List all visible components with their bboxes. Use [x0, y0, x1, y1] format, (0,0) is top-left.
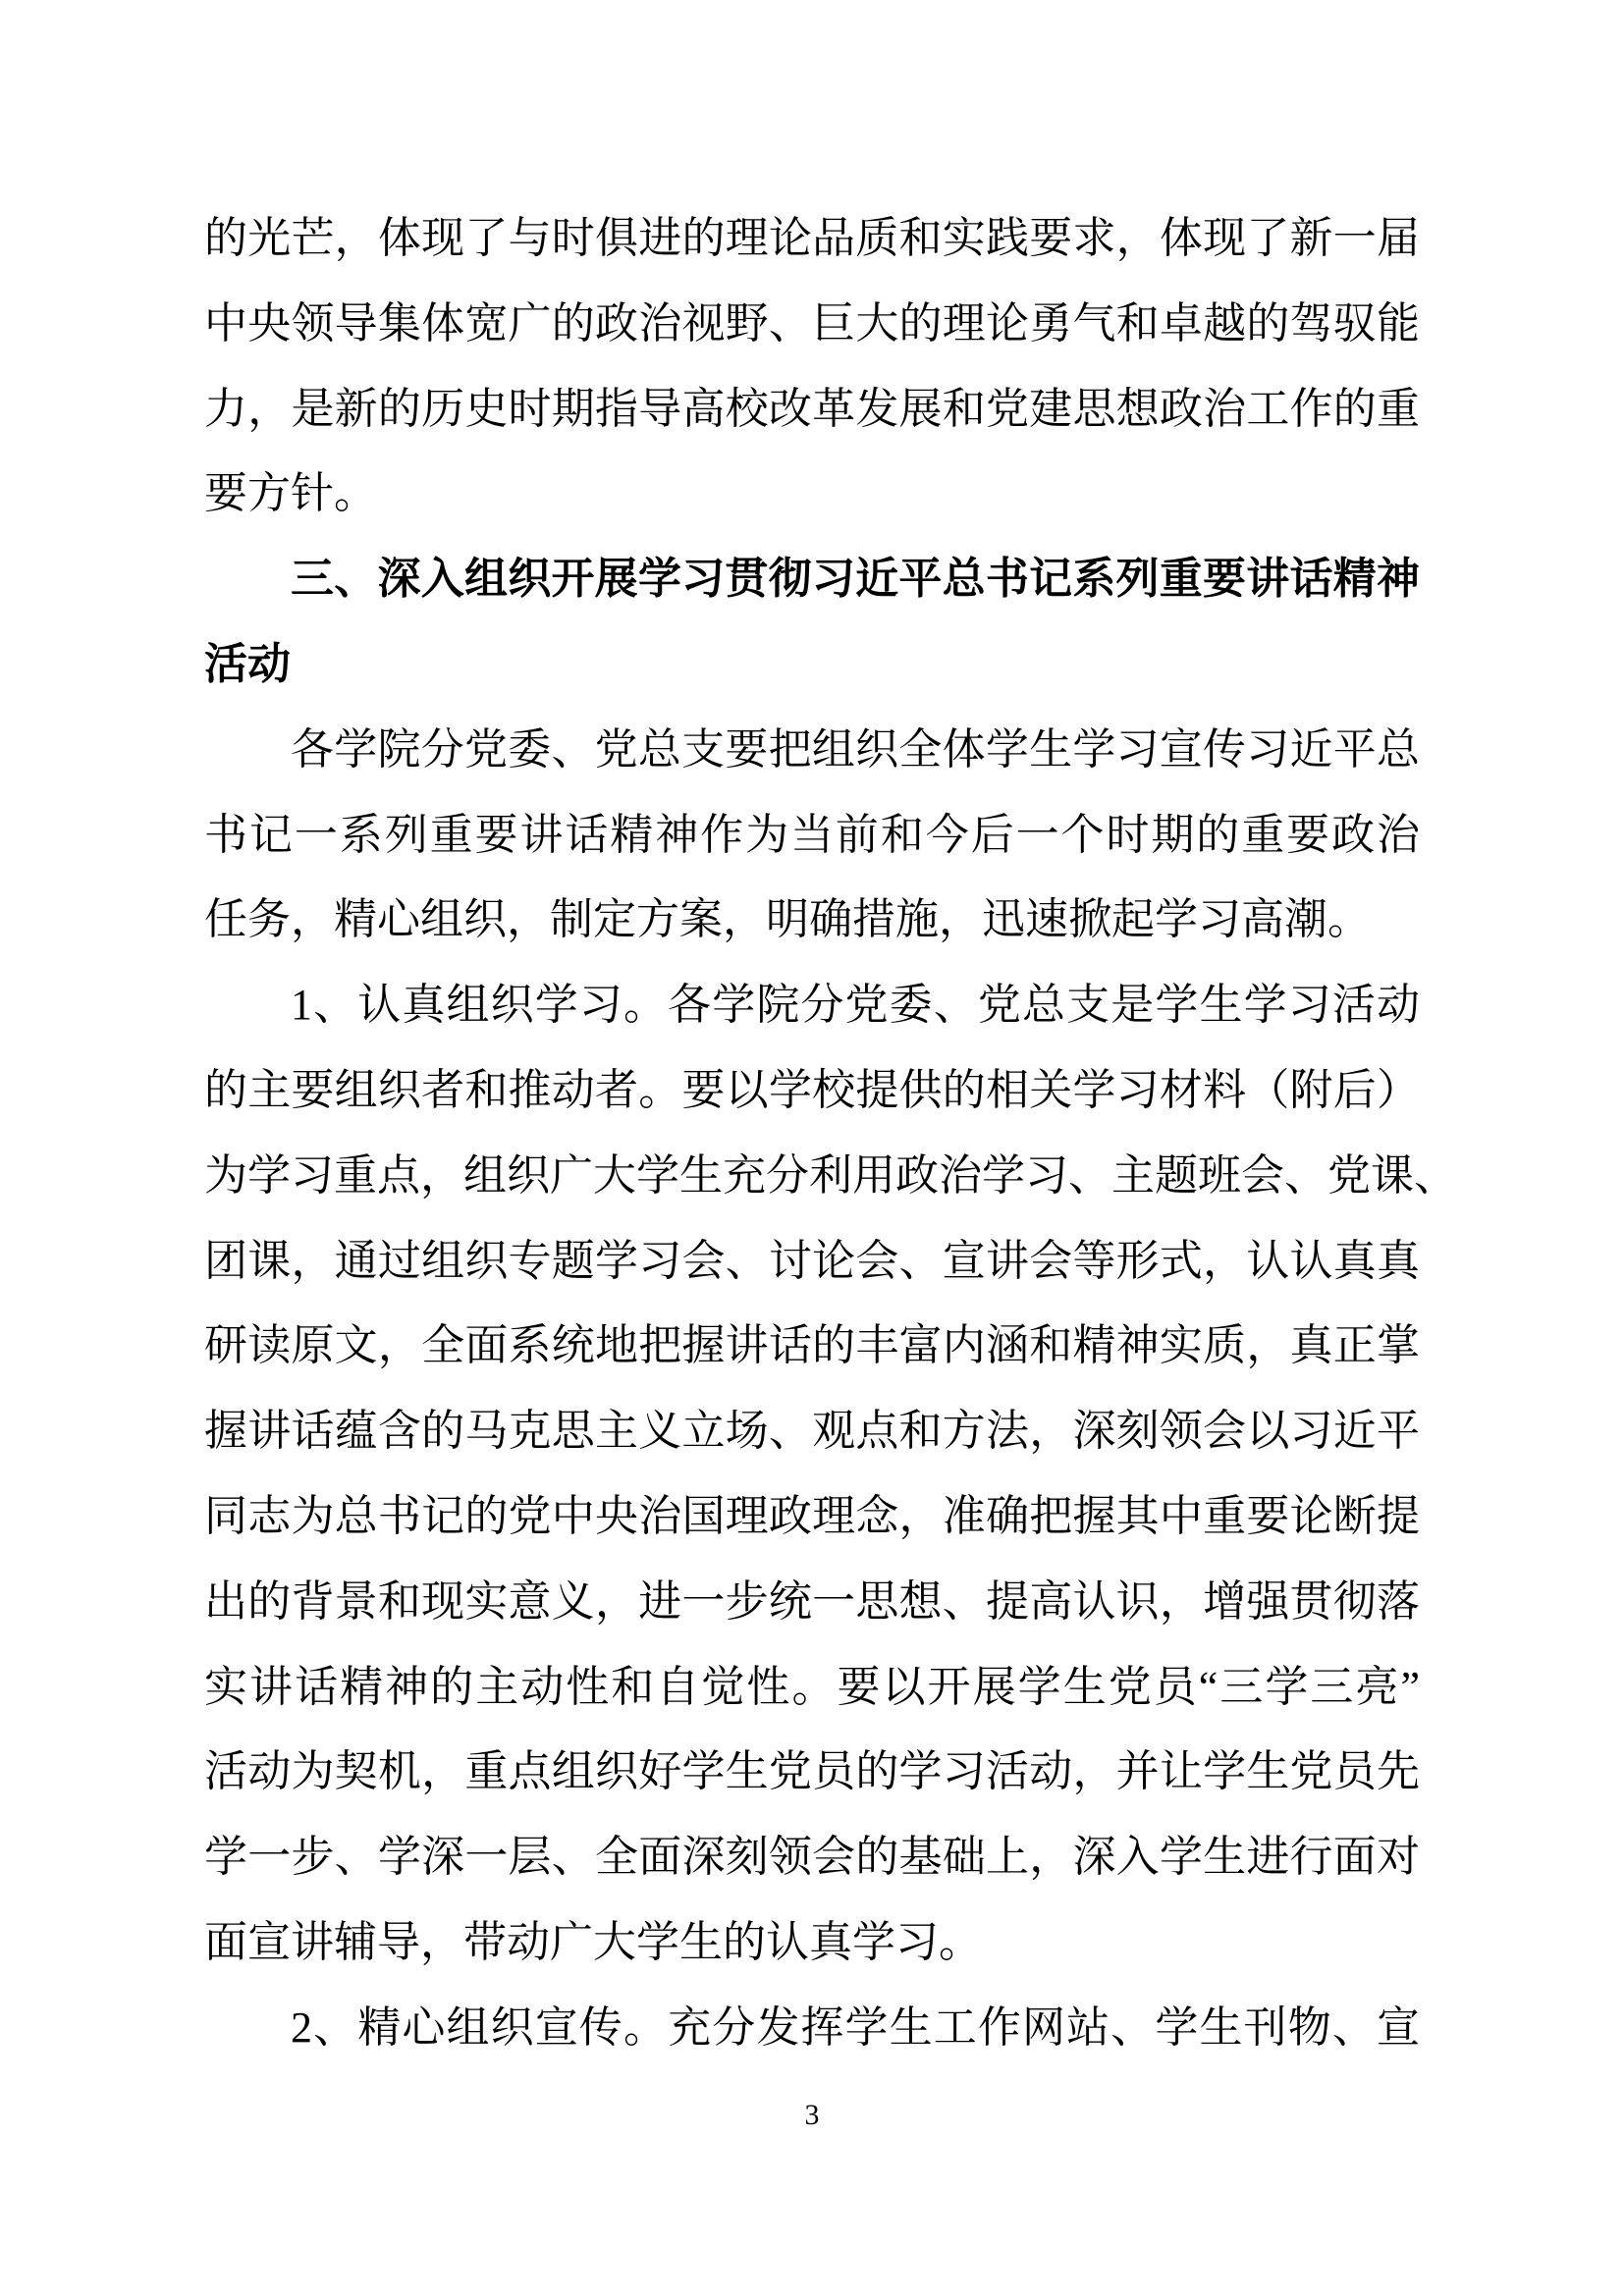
text-line: 同志为总书记的党中央治国理政理念，准确把握其中重要论断提 [204, 1491, 1420, 1540]
text-line: 为学习重点，组织广大学生充分利用政治学习、主题班会、党课、 [204, 1150, 1457, 1200]
section-heading-line: 活动 [204, 639, 291, 688]
text-line: 研读原文，全面系统地把握讲话的丰富内涵和精神实质，真正掌 [204, 1321, 1420, 1370]
text-line: 中央领导集体宽广的政治视野、巨大的理论勇气和卓越的驾驭能 [204, 298, 1420, 347]
text-line: 书记一系列重要讲话精神作为当前和今后一个时期的重要政治 [204, 810, 1420, 859]
text-line: 力，是新的历史时期指导高校改革发展和党建思想政治工作的重 [204, 384, 1420, 433]
text-line: 面宣讲辅导，带动广大学生的认真学习。 [204, 1917, 982, 1966]
text-line: 实讲话精神的主动性和自觉性。要以开展学生党员“三学三亮” [204, 1662, 1420, 1711]
text-line: 各学院分党委、党总支要把组织全体学生学习宣传习近平总 [291, 724, 1420, 774]
paragraph-intro [204, 708, 1420, 963]
text-line: 要方针。 [204, 469, 377, 518]
text-line: 握讲话蕴含的马克思主义立场、观点和方法，深刻领会以习近平 [204, 1407, 1420, 1456]
page-number: 3 [804, 2099, 820, 2131]
text-block [204, 196, 1457, 2071]
section-heading [204, 537, 1420, 708]
paragraph-item-2 [204, 1986, 1420, 2071]
text-line: 学一步、学深一层、全面深刻领会的基础上，深入学生进行面对 [204, 1833, 1420, 1882]
text-line: 1、认真组织学习。各学院分党委、党总支是学生学习活动 [291, 981, 1420, 1030]
paragraph-continuation [204, 196, 1420, 537]
text-line: 活动为契机，重点组织好学生党员的学习活动，并让学生党员先 [204, 1747, 1420, 1796]
text-line: 任务，精心组织，制定方案，明确措施，迅速掀起学习高潮。 [204, 895, 1371, 944]
text-line: 2、精心组织宣传。充分发挥学生工作网站、学生刊物、宣 [291, 2002, 1420, 2052]
text-line: 的光芒，体现了与时俱进的理论品质和实践要求，体现了新一届 [204, 214, 1420, 262]
text-line: 团课，通过组织专题学习会、讨论会、宣讲会等形式，认认真真 [204, 1236, 1420, 1285]
text-line: 出的背景和现实意义，进一步统一思想、提高认识，增强贯彻落 [204, 1576, 1420, 1626]
section-heading-line: 三、深入组织开展学习贯彻习近平总书记系列重要讲话精神 [291, 555, 1420, 604]
text-line: 的主要组织者和推动者。要以学校提供的相关学习材料（附后） [204, 1065, 1420, 1114]
paragraph-item-1 [204, 963, 1457, 1986]
